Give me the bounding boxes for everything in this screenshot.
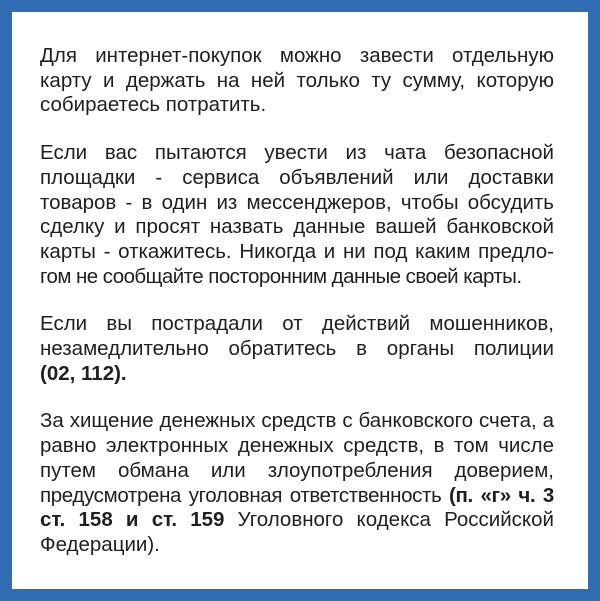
text-line: [40, 362, 554, 387]
text-line: незамедлительно обратитесь в органы полиции: [40, 337, 554, 361]
text-line: сделку и просят назвать данные вашей банковской: [40, 215, 554, 239]
paragraph-messenger-warning: [40, 141, 554, 289]
text-line: площадки - сервиса объявлений или доставки: [40, 165, 554, 189]
text-line: гом не сообщайте посторонним данные своей карты.: [40, 264, 522, 288]
text-line: Федерации).: [40, 532, 160, 556]
text-line: [40, 508, 554, 533]
text-line: карту и держать на ней только ту сумму, которую: [40, 68, 554, 92]
paragraph-card-tip: [40, 44, 554, 118]
text-line: За хищение денежных средств с банковского счета, а: [40, 409, 554, 433]
law-reference: (п. «г» ч. 3: [449, 483, 554, 507]
text-line: товаров - в один из мессенджеров, чтобы обсудить: [40, 190, 554, 214]
paragraph-criminal-liability: [40, 409, 554, 557]
law-articles: ст. 158 и ст. 159: [40, 508, 225, 532]
text-line: карты - откажитесь. Никогда и ни под каким предло-: [40, 239, 554, 263]
info-text-block: [40, 44, 554, 558]
text-line: [40, 484, 554, 509]
text-line: Если вы пострадали от действий мошенников,: [40, 312, 554, 336]
text-fragment: Уголовного кодекса Российской: [224, 508, 554, 532]
text-line: собираетесь потратить.: [40, 93, 267, 117]
text-line: равно электронных денежных средств, в том числе: [40, 434, 554, 458]
text-line: путем обмана или злоупотребления доверием,: [40, 458, 554, 482]
police-numbers: (02, 112).: [40, 361, 127, 385]
text-line: Для интернет-покупок можно завести отдельную: [40, 44, 554, 67]
text-fragment: предусмотрена уголовная ответственность: [40, 483, 450, 507]
paragraph-police: [40, 312, 554, 386]
text-line: Если вас пытаются увести из чата безопасной: [40, 141, 554, 165]
